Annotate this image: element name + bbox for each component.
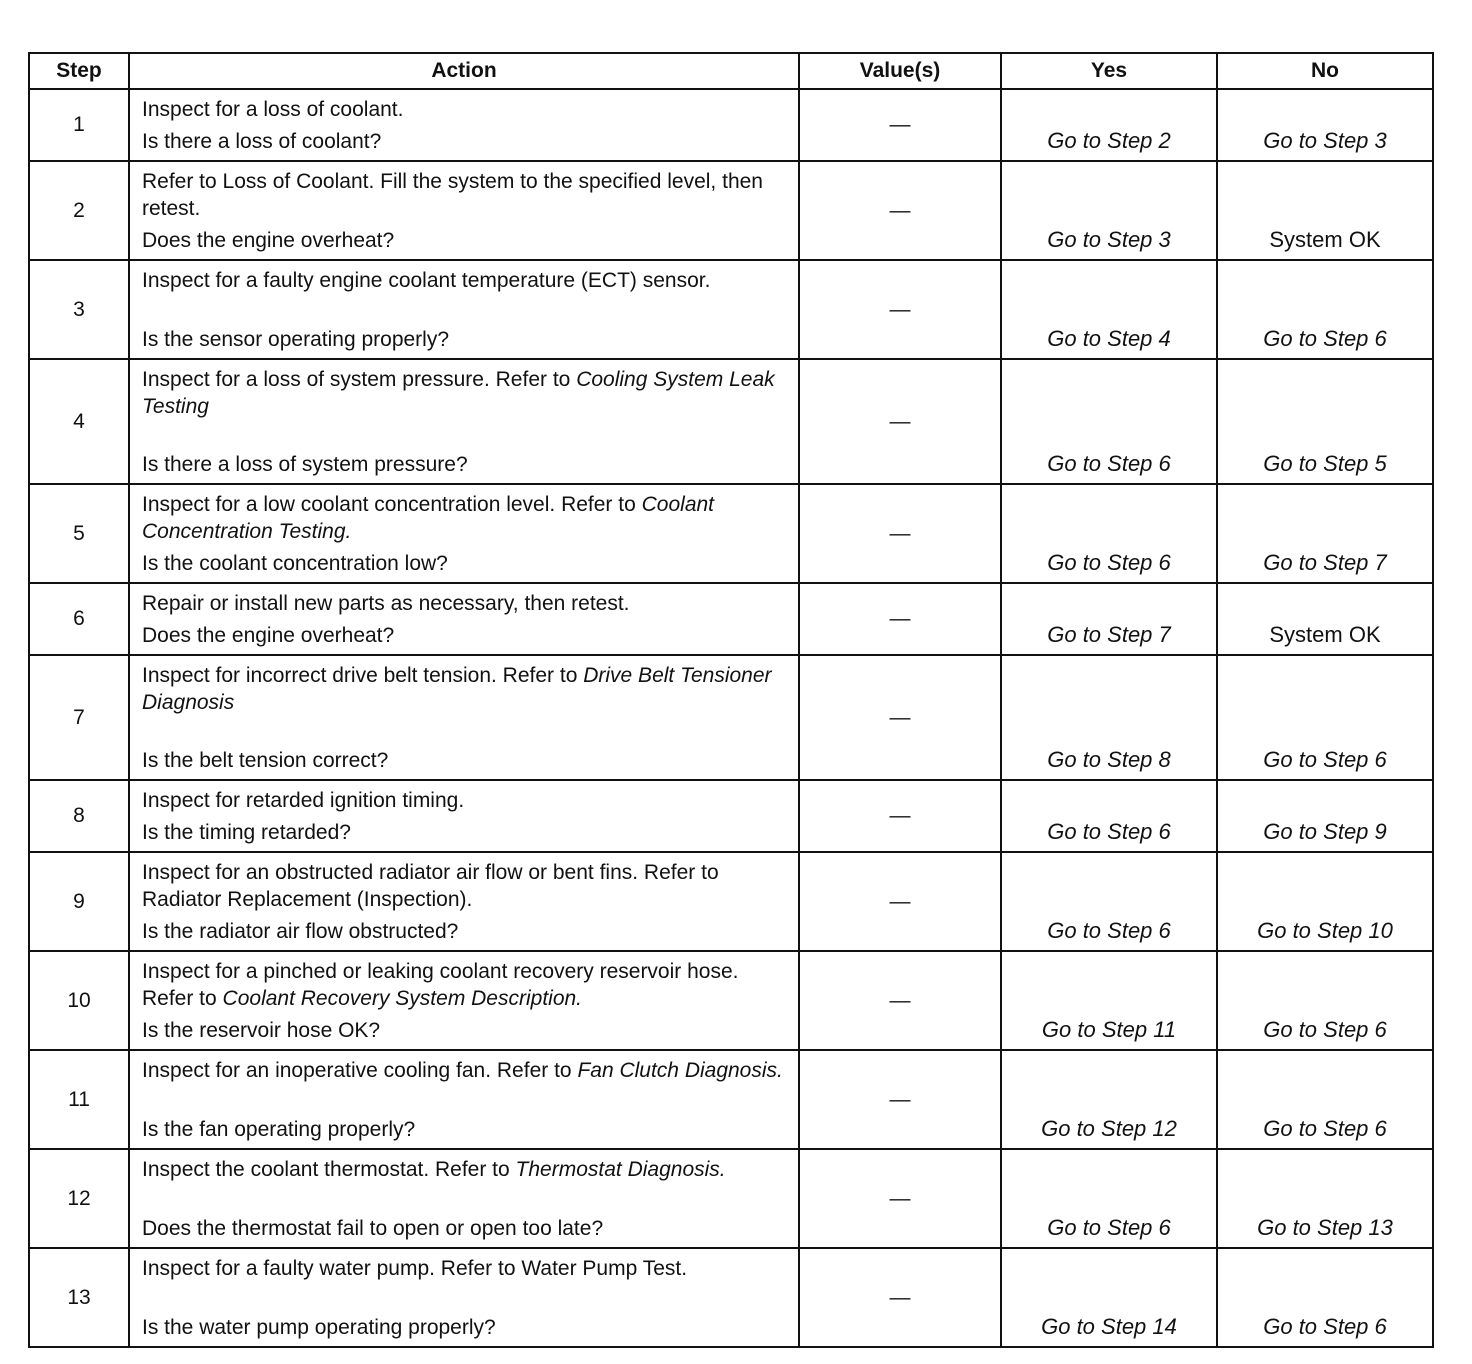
action-cell bbox=[129, 484, 799, 583]
no-cell: Go to Step 6 bbox=[1217, 1248, 1433, 1347]
action-instruction: Inspect for a low coolant concentration level. Refer to bbox=[142, 493, 636, 516]
diagnostic-table bbox=[28, 52, 1434, 1348]
table-body bbox=[29, 89, 1433, 1347]
action-cell bbox=[129, 655, 799, 780]
step-number: 10 bbox=[29, 951, 129, 1050]
action-instruction: Inspect for incorrect drive belt tension. Refer to bbox=[142, 664, 578, 687]
table-row bbox=[29, 1050, 1433, 1149]
action-question: Is there a loss of coolant? bbox=[142, 130, 382, 153]
table-row bbox=[29, 161, 1433, 260]
value-cell: — bbox=[799, 260, 1001, 359]
action-reference: Cooling System Leak Testing bbox=[142, 368, 775, 418]
table-row bbox=[29, 260, 1433, 359]
no-cell: Go to Step 7 bbox=[1217, 484, 1433, 583]
value-cell: — bbox=[799, 852, 1001, 951]
step-number: 6 bbox=[29, 583, 129, 655]
action-cell bbox=[129, 161, 799, 260]
table-row bbox=[29, 1149, 1433, 1248]
table-row bbox=[29, 951, 1433, 1050]
header-row bbox=[29, 53, 1433, 89]
header-values: Value(s) bbox=[799, 53, 1001, 89]
action-question: Is the water pump operating properly? bbox=[142, 1316, 496, 1339]
no-cell: Go to Step 9 bbox=[1217, 780, 1433, 852]
yes-cell: Go to Step 2 bbox=[1001, 89, 1217, 161]
value-cell: — bbox=[799, 655, 1001, 780]
header-step: Step bbox=[29, 53, 129, 89]
action-reference: Drive Belt Tensioner Diagnosis bbox=[142, 664, 772, 714]
value-cell: — bbox=[799, 1050, 1001, 1149]
action-cell bbox=[129, 780, 799, 852]
action-cell bbox=[129, 951, 799, 1050]
table-row bbox=[29, 359, 1433, 484]
step-number: 1 bbox=[29, 89, 129, 161]
action-instruction: Inspect for a faulty water pump. Refer to Water Pump Test. bbox=[142, 1257, 688, 1280]
value-cell: — bbox=[799, 161, 1001, 260]
yes-cell: Go to Step 11 bbox=[1001, 951, 1217, 1050]
action-instruction: Inspect for a pinched or leaking coolant recovery reservoir hose. Refer to bbox=[142, 960, 739, 1010]
value-cell: — bbox=[799, 89, 1001, 161]
action-instruction: Inspect for retarded ignition timing. bbox=[142, 789, 465, 812]
step-number: 8 bbox=[29, 780, 129, 852]
value-cell: — bbox=[799, 780, 1001, 852]
step-number: 4 bbox=[29, 359, 129, 484]
action-question: Is the sensor operating properly? bbox=[142, 328, 450, 351]
no-cell: Go to Step 6 bbox=[1217, 260, 1433, 359]
action-question: Does the engine overheat? bbox=[142, 229, 395, 252]
action-cell bbox=[129, 583, 799, 655]
action-cell bbox=[129, 260, 799, 359]
table-row bbox=[29, 484, 1433, 583]
action-cell bbox=[129, 1248, 799, 1347]
action-reference: Fan Clutch Diagnosis. bbox=[577, 1059, 783, 1082]
no-cell: Go to Step 10 bbox=[1217, 852, 1433, 951]
action-instruction: Inspect for a loss of system pressure. Refer to bbox=[142, 368, 571, 391]
action-cell bbox=[129, 1050, 799, 1149]
action-reference: Coolant Concentration Testing. bbox=[142, 493, 715, 543]
action-instruction: Inspect the coolant thermostat. Refer to bbox=[142, 1158, 510, 1181]
action-instruction: Repair or install new parts as necessary, then retest. bbox=[142, 592, 630, 615]
yes-cell: Go to Step 14 bbox=[1001, 1248, 1217, 1347]
action-question: Is there a loss of system pressure? bbox=[142, 453, 468, 476]
step-number: 9 bbox=[29, 852, 129, 951]
table-row bbox=[29, 852, 1433, 951]
step-number: 11 bbox=[29, 1050, 129, 1149]
step-number: 2 bbox=[29, 161, 129, 260]
action-reference: Coolant Recovery System Description. bbox=[222, 987, 583, 1010]
action-cell bbox=[129, 359, 799, 484]
table-row bbox=[29, 655, 1433, 780]
no-cell: Go to Step 6 bbox=[1217, 951, 1433, 1050]
value-cell: — bbox=[799, 359, 1001, 484]
value-cell: — bbox=[799, 1248, 1001, 1347]
action-question: Is the belt tension correct? bbox=[142, 749, 389, 772]
table-row bbox=[29, 583, 1433, 655]
action-question: Is the coolant concentration low? bbox=[142, 552, 448, 575]
step-number: 3 bbox=[29, 260, 129, 359]
action-question: Is the reservoir hose OK? bbox=[142, 1019, 381, 1042]
yes-cell: Go to Step 8 bbox=[1001, 655, 1217, 780]
action-question: Does the engine overheat? bbox=[142, 624, 395, 647]
no-cell: Go to Step 5 bbox=[1217, 359, 1433, 484]
table-row bbox=[29, 780, 1433, 852]
no-cell: Go to Step 13 bbox=[1217, 1149, 1433, 1248]
header-no: No bbox=[1217, 53, 1433, 89]
action-instruction: Refer to Loss of Coolant. Fill the system to the specified level, then retest. bbox=[142, 170, 763, 220]
yes-cell: Go to Step 6 bbox=[1001, 852, 1217, 951]
step-number: 12 bbox=[29, 1149, 129, 1248]
action-question: Is the radiator air flow obstructed? bbox=[142, 920, 459, 943]
action-reference: Thermostat Diagnosis. bbox=[515, 1158, 726, 1181]
table-row bbox=[29, 89, 1433, 161]
yes-cell: Go to Step 6 bbox=[1001, 1149, 1217, 1248]
yes-cell: Go to Step 12 bbox=[1001, 1050, 1217, 1149]
value-cell: — bbox=[799, 484, 1001, 583]
action-cell bbox=[129, 852, 799, 951]
action-question: Is the timing retarded? bbox=[142, 821, 351, 844]
action-instruction: Inspect for an inoperative cooling fan. Refer to bbox=[142, 1059, 572, 1082]
action-question: Does the thermostat fail to open or open too late? bbox=[142, 1217, 604, 1240]
value-cell: — bbox=[799, 1149, 1001, 1248]
step-number: 13 bbox=[29, 1248, 129, 1347]
action-cell bbox=[129, 89, 799, 161]
step-number: 7 bbox=[29, 655, 129, 780]
action-instruction: Inspect for a faulty engine coolant temperature (ECT) sensor. bbox=[142, 269, 711, 292]
yes-cell: Go to Step 6 bbox=[1001, 780, 1217, 852]
action-cell bbox=[129, 1149, 799, 1248]
no-cell: System OK bbox=[1217, 161, 1433, 260]
yes-cell: Go to Step 6 bbox=[1001, 484, 1217, 583]
step-number: 5 bbox=[29, 484, 129, 583]
no-cell: Go to Step 3 bbox=[1217, 89, 1433, 161]
action-question: Is the fan operating properly? bbox=[142, 1118, 416, 1141]
header-action: Action bbox=[129, 53, 799, 89]
header-yes: Yes bbox=[1001, 53, 1217, 89]
action-instruction: Inspect for an obstructed radiator air flow or bent fins. Refer to Radiator Replacement (Inspection). bbox=[142, 861, 719, 911]
action-instruction: Inspect for a loss of coolant. bbox=[142, 98, 404, 121]
yes-cell: Go to Step 7 bbox=[1001, 583, 1217, 655]
yes-cell: Go to Step 3 bbox=[1001, 161, 1217, 260]
yes-cell: Go to Step 6 bbox=[1001, 359, 1217, 484]
value-cell: — bbox=[799, 583, 1001, 655]
yes-cell: Go to Step 4 bbox=[1001, 260, 1217, 359]
no-cell: System OK bbox=[1217, 583, 1433, 655]
no-cell: Go to Step 6 bbox=[1217, 655, 1433, 780]
no-cell: Go to Step 6 bbox=[1217, 1050, 1433, 1149]
table-row bbox=[29, 1248, 1433, 1347]
value-cell: — bbox=[799, 951, 1001, 1050]
